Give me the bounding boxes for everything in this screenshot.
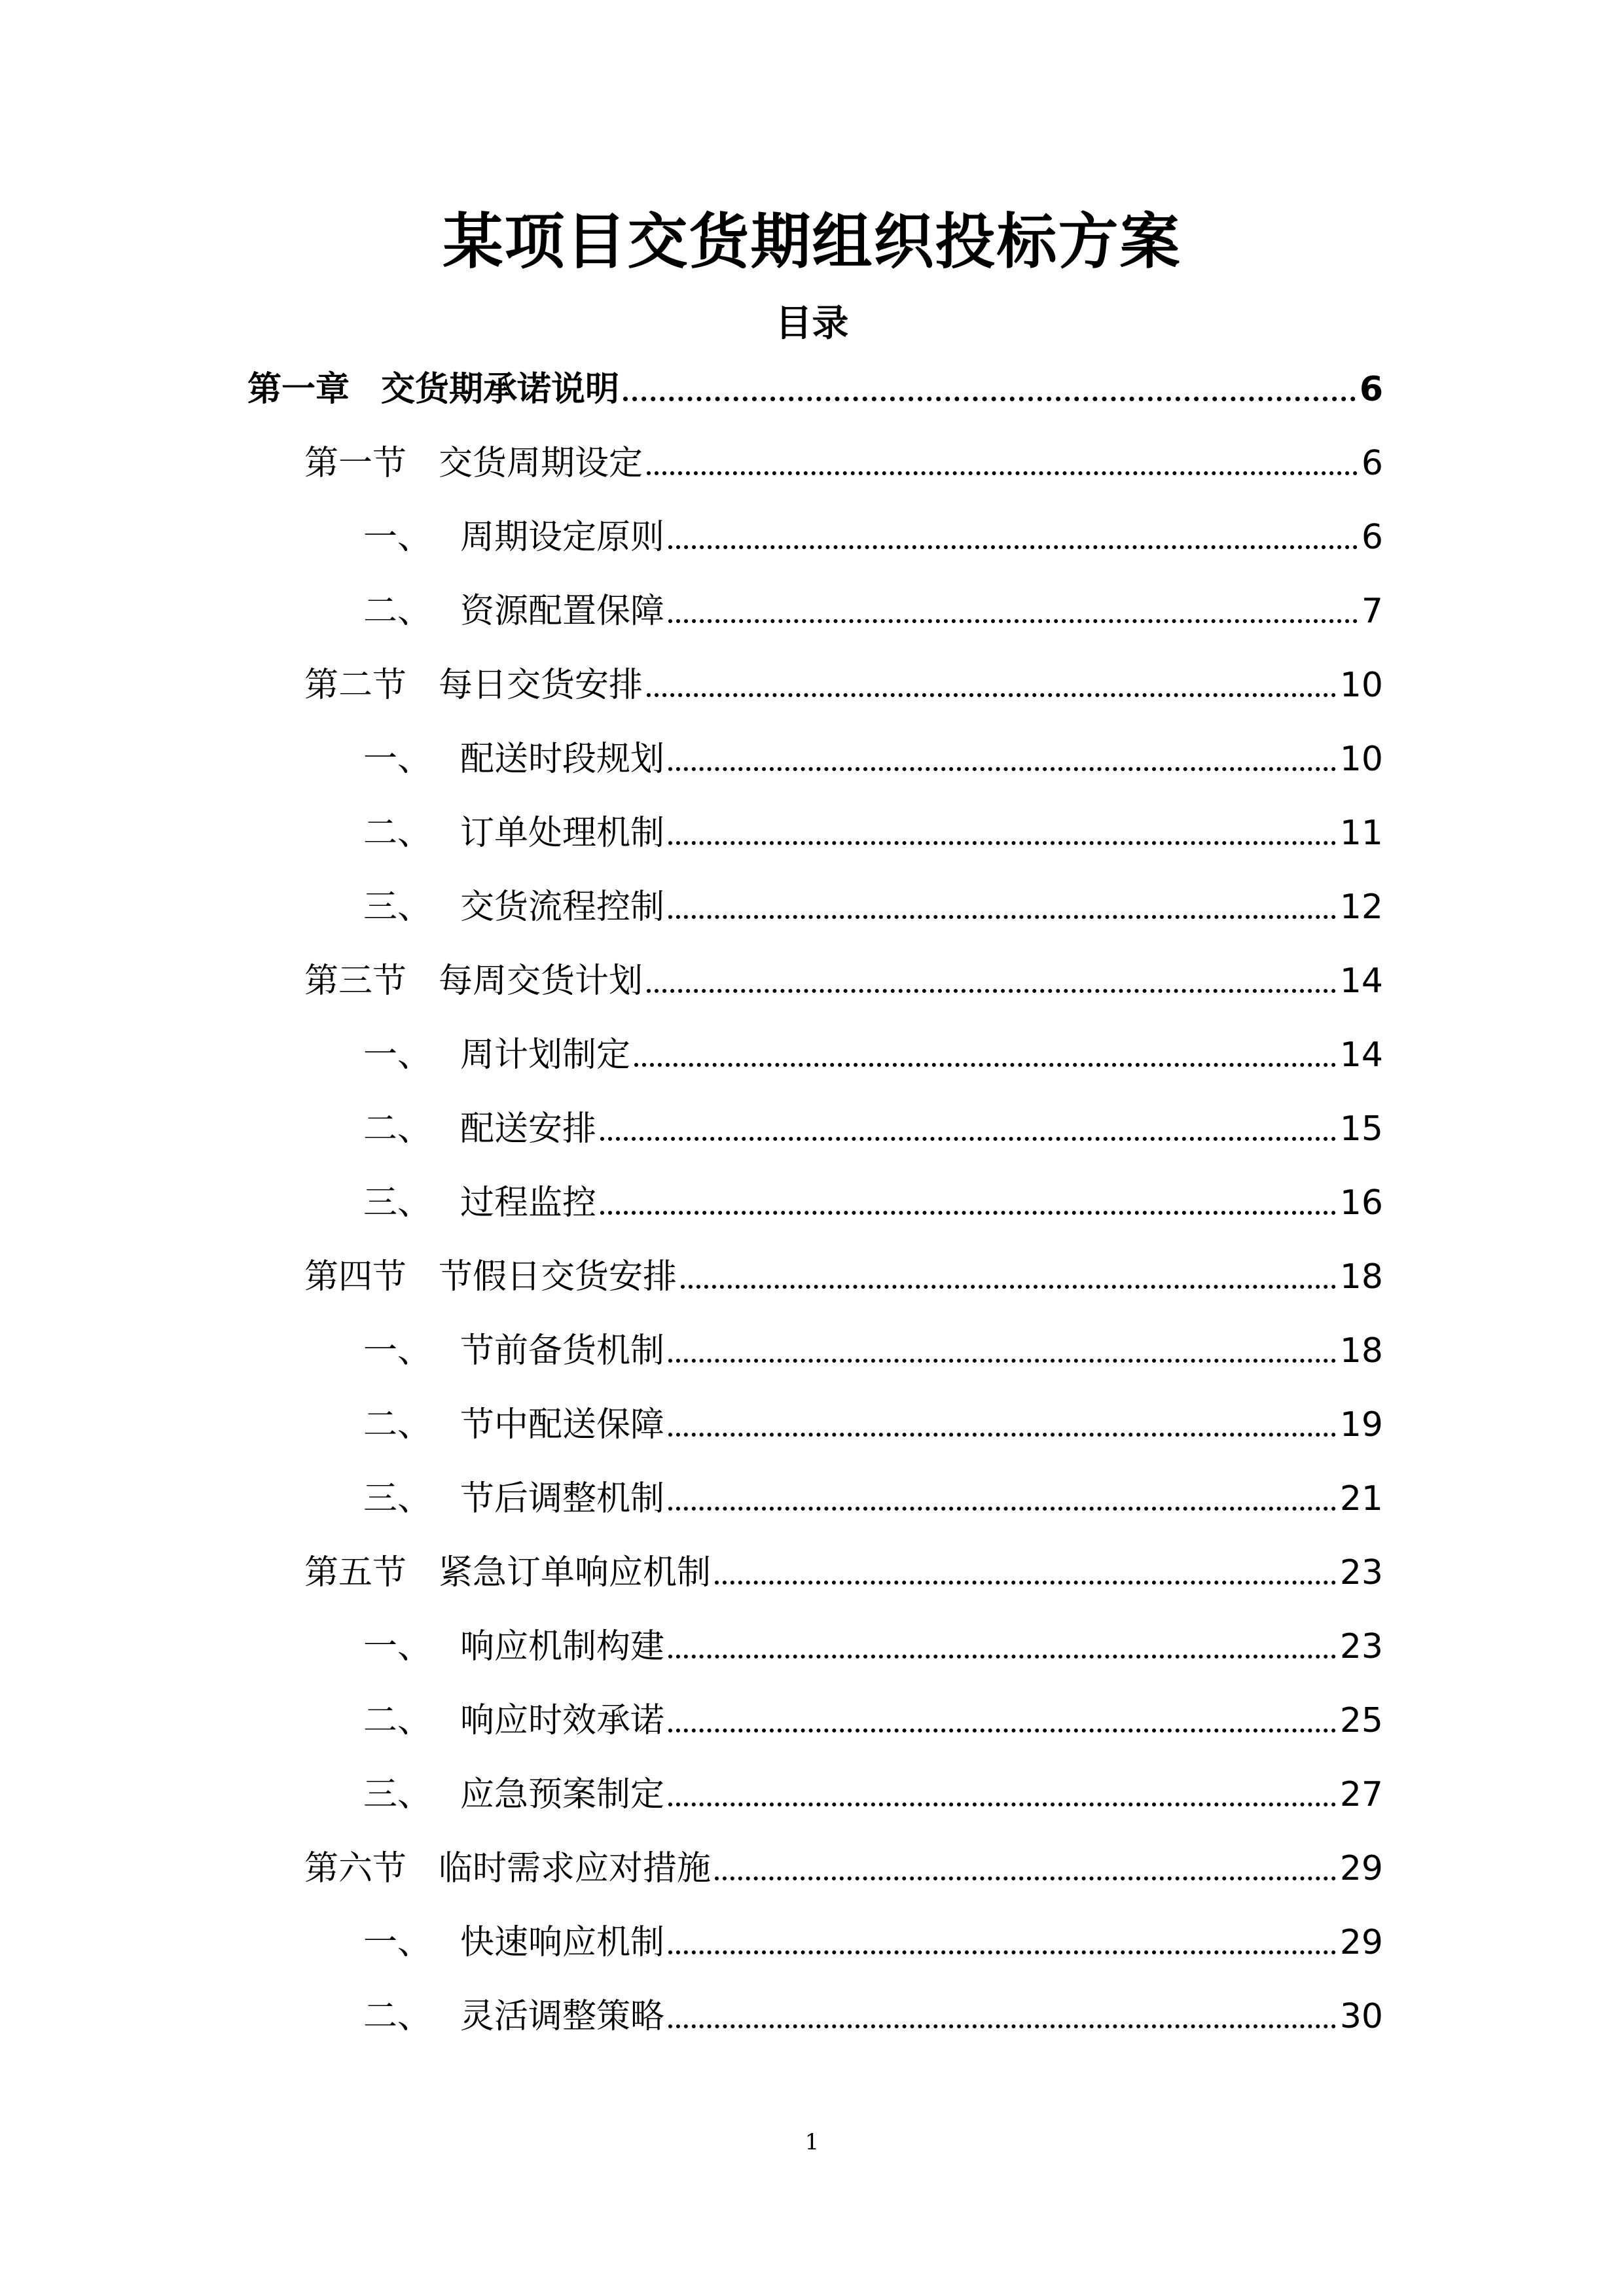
toc-entry-number: 第六节 [304,1849,407,1888]
toc-entry-number: 第五节 [304,1553,407,1592]
toc-entry-page: 29 [1339,1849,1383,1888]
toc-entry-page: 12 [1339,888,1383,927]
toc-entry[interactable] [363,1029,1383,1081]
toc-entry[interactable] [304,1842,1383,1895]
toc-entry-text: 应急预案制定 [460,1775,665,1814]
toc-dot-leader [715,1876,1336,1880]
toc-dot-leader [668,1433,1336,1437]
toc-entry-number: 三、 [363,1183,432,1223]
toc-entry-text: 节假日交货安排 [439,1257,677,1297]
toc-entry[interactable] [363,881,1383,933]
toc-entry-page: 21 [1339,1479,1383,1518]
toc-entry-text: 临时需求应对措施 [439,1849,712,1888]
toc-entry-number: 二、 [363,1109,432,1149]
toc-entry-page: 6 [1359,370,1383,409]
toc-entry-text: 灵活调整策略 [460,1997,665,2036]
toc-entry-number: 第一章 [247,370,350,409]
toc-entry[interactable] [363,511,1383,564]
toc-entry-text: 每周交货计划 [439,961,643,1001]
toc-entry-text: 响应机制构建 [460,1627,665,1666]
toc-entry[interactable] [363,1621,1383,1673]
toc-entry[interactable] [363,1990,1383,2043]
toc-entry-number: 三、 [363,1775,432,1814]
toc-dot-leader [668,619,1358,623]
toc-entry-page: 16 [1339,1183,1383,1223]
toc-entry-number: 三、 [363,888,432,927]
toc-entry-text: 交货期承诺说明 [381,370,620,409]
toc-entry-page: 15 [1339,1109,1383,1149]
toc-entry[interactable] [363,1177,1383,1229]
toc-entry-text: 周期设定原则 [460,518,665,557]
toc-dot-leader [647,989,1336,993]
document-title: 某项目交货期组织投标方案 [442,207,1182,277]
toc-entry-number: 二、 [363,814,432,853]
toc-entry[interactable] [363,1768,1383,1821]
toc-dot-leader [647,693,1336,697]
toc-entry-text: 过程监控 [460,1183,597,1223]
toc-dot-leader [623,397,1356,401]
toc-entry-page: 18 [1339,1257,1383,1297]
toc-entry-text: 配送安排 [460,1109,597,1149]
toc-entry-number: 第一节 [304,444,407,483]
toc-heading: 目录 [775,302,849,345]
toc-entry[interactable] [247,363,1383,416]
toc-entry[interactable] [363,1916,1383,1969]
toc-entry-text: 节后调整机制 [460,1479,665,1518]
toc-entry-page: 10 [1339,666,1383,705]
toc-entry[interactable] [304,437,1383,490]
toc-dot-leader [715,1581,1336,1585]
toc-entry-page: 23 [1339,1627,1383,1666]
toc-dot-leader [668,841,1336,845]
toc-entry-text: 节前备货机制 [460,1331,665,1371]
toc-entry-number: 一、 [363,1627,432,1666]
toc-entry[interactable] [363,733,1383,785]
toc-dot-leader [668,915,1336,919]
toc-entry-page: 18 [1339,1331,1383,1371]
toc-entry-page: 14 [1339,1035,1383,1075]
toc-entry-page: 27 [1339,1775,1383,1814]
toc-dot-leader [600,1211,1336,1215]
toc-entry-page: 7 [1361,592,1383,631]
toc-entry-page: 23 [1339,1553,1383,1592]
toc-entry-number: 第二节 [304,666,407,705]
toc-dot-leader [668,2024,1336,2028]
toc-entry[interactable] [363,1399,1383,1451]
toc-entry-text: 订单处理机制 [460,814,665,853]
toc-entry[interactable] [304,1251,1383,1303]
toc-dot-leader [668,1950,1336,1954]
toc-entry-text: 周计划制定 [460,1035,631,1075]
toc-entry-page: 6 [1361,444,1383,483]
toc-entry[interactable] [363,807,1383,859]
toc-dot-leader [647,471,1358,475]
toc-dot-leader [668,545,1358,549]
toc-entry-text: 紧急订单响应机制 [439,1553,712,1592]
toc-entry-number: 二、 [363,1701,432,1740]
toc-entry-number: 一、 [363,518,432,557]
toc-entry[interactable] [363,1325,1383,1377]
toc-entry[interactable] [304,659,1383,711]
toc-entry[interactable] [363,1473,1383,1525]
page-number: 1 [804,2129,820,2155]
toc-entry-page: 14 [1339,961,1383,1001]
toc-entry-text: 资源配置保障 [460,592,665,631]
toc-entry-number: 一、 [363,1035,432,1075]
toc-entry[interactable] [304,955,1383,1007]
toc-dot-leader [668,1359,1336,1363]
toc-entry-number: 二、 [363,1405,432,1444]
toc-entry-number: 二、 [363,592,432,631]
toc-entry[interactable] [363,585,1383,637]
toc-entry-text: 响应时效承诺 [460,1701,665,1740]
toc-entry-page: 30 [1339,1997,1383,2036]
toc-entry-page: 10 [1339,740,1383,779]
toc-entry-number: 第三节 [304,961,407,1001]
toc-entry-text: 交货周期设定 [439,444,643,483]
toc-entry-number: 第四节 [304,1257,407,1297]
toc-entry-text: 交货流程控制 [460,888,665,927]
toc-dot-leader [668,767,1336,771]
toc-entry-number: 二、 [363,1997,432,2036]
toc-entry-page: 25 [1339,1701,1383,1740]
toc-entry-page: 6 [1361,518,1383,557]
toc-dot-leader [668,1655,1336,1659]
toc-entry-text: 配送时段规划 [460,740,665,779]
toc-entry-page: 29 [1339,1923,1383,1962]
toc-entry-text: 每日交货安排 [439,666,643,705]
toc-entry-page: 11 [1339,814,1383,853]
toc-dot-leader [681,1285,1336,1289]
toc-dot-leader [668,1729,1336,1732]
toc-entry[interactable] [363,1103,1383,1155]
toc-entry[interactable] [363,1695,1383,1747]
toc-entry-text: 节中配送保障 [460,1405,665,1444]
toc-dot-leader [634,1063,1336,1067]
toc-entry-page: 19 [1339,1405,1383,1444]
toc-dot-leader [600,1137,1336,1141]
toc-entry-number: 一、 [363,1923,432,1962]
toc-entry-text: 快速响应机制 [460,1923,665,1962]
toc-entry[interactable] [304,1547,1383,1599]
toc-dot-leader [668,1803,1336,1806]
toc-entry-number: 一、 [363,740,432,779]
toc-entry-number: 三、 [363,1479,432,1518]
toc-entry-number: 一、 [363,1331,432,1371]
toc-dot-leader [668,1507,1336,1511]
